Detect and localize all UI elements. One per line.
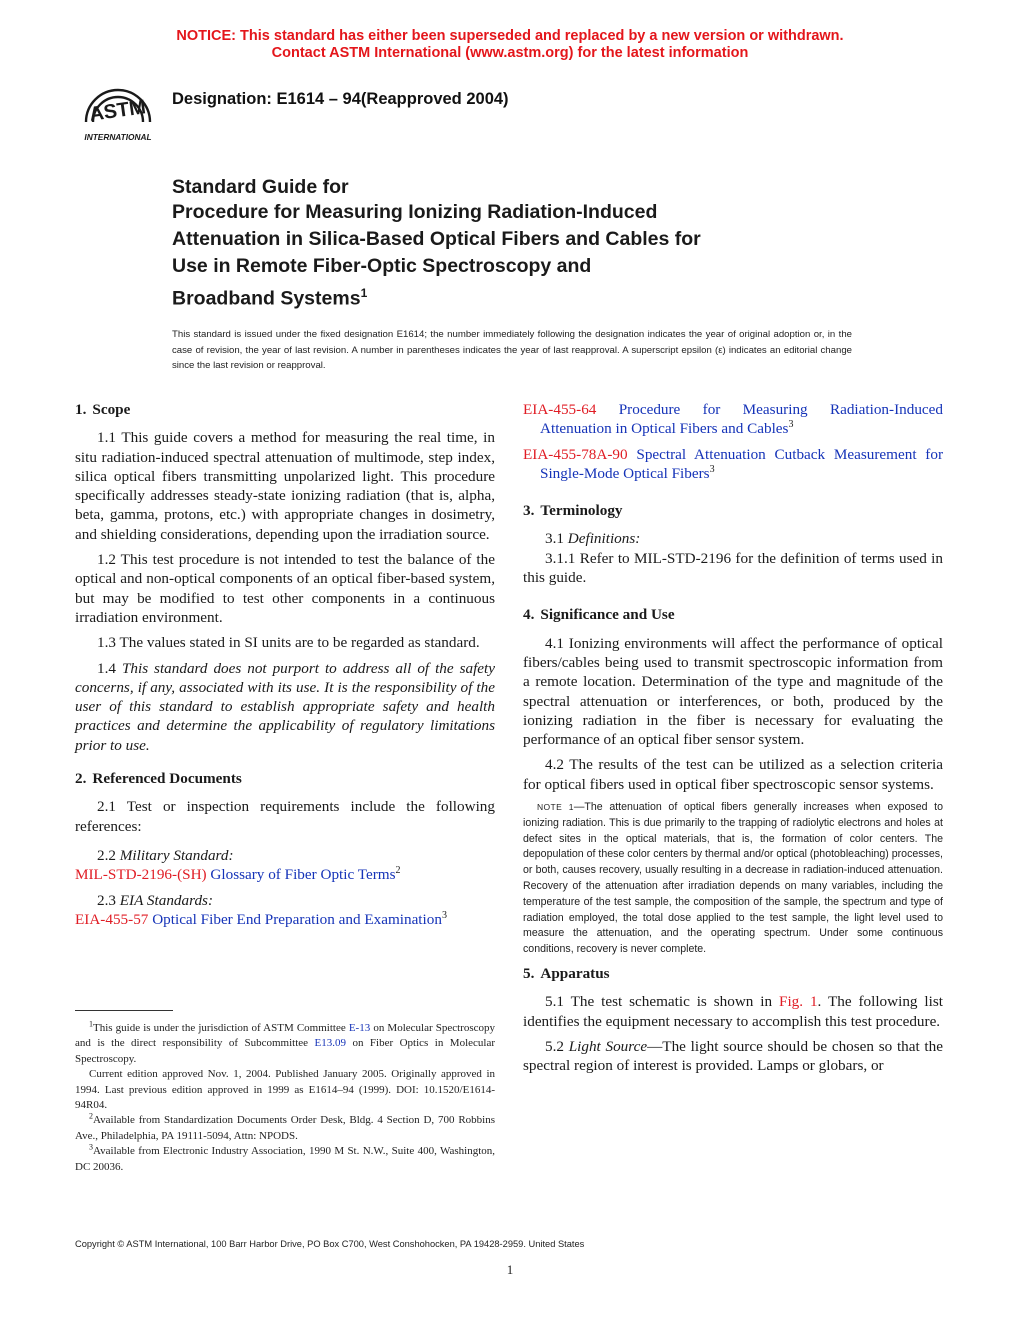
reference-code-link[interactable]: EIA-455-57 <box>75 910 149 928</box>
paragraph-1-1: 1.1 This guide covers a method for measuring the real time, in situ radiation-induced spectral attenuation of multimode, step index, silica optical fibers transmitting unpolarized light. This procedure specifically addresses steady-state ionizing radiation (that is, alpha, beta, gamma, protons, etc.) with appropriate changes in dosimetry, and shielding considerations, depending upon the irradiation source. <box>75 429 495 543</box>
figure-link[interactable]: Fig. 1 <box>779 993 818 1011</box>
paragraph-4-2: 4.2 The results of the test can be utilized as a selection criteria for optical fibers used in optical fiber spectroscopic sensor systems. <box>523 756 943 793</box>
section-title: Referenced Documents <box>92 770 242 788</box>
paragraph-number: 2.3 <box>97 891 116 909</box>
footnote-text: Available from Electronic Industry Association, 1990 M St. N.W., Suite 400, Washington, DC 20036. <box>75 1145 495 1173</box>
subsection-label: Military Standard: <box>119 846 234 864</box>
section-title: Terminology <box>540 502 623 520</box>
subsection-label: Light Source <box>568 1037 648 1055</box>
title-pretitle: Standard Guide for <box>172 176 349 198</box>
paragraph-3-1 <box>523 529 943 548</box>
footnote-1-edition: Current edition approved Nov. 1, 2004. Published January 2005. Originally approved in 1994. Last previous edition approved in 1999 as E1614–94 (1999). DOI: 10.1520/E1614-94R04. <box>75 1068 495 1112</box>
footnote-mark: 2 <box>395 865 401 877</box>
reference-title-link[interactable]: Glossary of Fiber Optic Terms <box>210 866 396 884</box>
section-number: 1. <box>75 401 87 418</box>
section-number: 4. <box>523 606 535 624</box>
reference-eia-455-78a-90 <box>523 445 943 484</box>
reference-code-link[interactable]: MIL-STD-2196-(SH) <box>75 866 207 884</box>
footnote-mark: 3 <box>89 1142 93 1152</box>
paragraph-text: 5.1 The test schematic is shown in <box>545 993 779 1011</box>
logo-subtext: INTERNATIONAL <box>84 132 152 142</box>
footnote-mark: 3 <box>441 909 447 921</box>
section-heading-referenced-documents <box>75 769 495 788</box>
paragraph-1-4 <box>75 659 495 755</box>
section-number: 2. <box>75 770 87 788</box>
title-line-4 <box>172 280 862 313</box>
footnote-1 <box>75 1021 495 1067</box>
safety-statement: This standard does not purport to address all of the safety concerns, if any, associated with its use. It is the responsibility of the user of this standard to establish appropriate safety and health practices and determine the applicability of regulatory limitations prior to use. <box>75 659 496 754</box>
copyright-line: Copyright © ASTM International, 100 Barr Harbor Drive, PO Box C700, West Conshohocken, PA 19428-2959. United States <box>75 1239 585 1249</box>
section-heading-terminology <box>523 501 943 520</box>
title-line-4-text: Broadband Systems <box>172 287 361 310</box>
section-title: Apparatus <box>540 965 610 983</box>
section-number: 3. <box>523 502 535 520</box>
reference-title-link[interactable]: Spectral Attenuation Cutback Measurement for Single-Mode Optical Fibers <box>540 445 944 482</box>
section-heading-apparatus <box>523 964 943 983</box>
footnote-mark: 3 <box>709 463 715 475</box>
section-title: Significance and Use <box>540 606 675 624</box>
subcommittee-link[interactable]: E13.09 <box>314 1037 346 1050</box>
paragraph-3-1-1: 3.1.1 Refer to MIL-STD-2196 for the definition of terms used in this guide. <box>523 549 943 587</box>
footnote-text: Available from Standardization Documents Order Desk, Bldg. 4 Section D, 700 Robbins Ave., Philadelphia, PA 19111-5094, Attn: NPODS. <box>75 1114 495 1142</box>
subsection-label: EIA Standards: <box>119 891 214 909</box>
footnote-text: on Molecular Spectroscopy and is the direct responsibility of Subcommittee <box>75 1022 495 1050</box>
paragraph-4-1: 4.1 Ionizing environments will affect the performance of optical fibers/cables being used to transmit spectroscopic information from a remote location. Determination of the type and magnitude of the spectral attenuation or interferences, or both, produced by the ionizing radiation in the fiber is necessary for evaluating the performance of an optical fiber sensor system. <box>523 634 943 749</box>
paragraph-1-3: 1.3 The values stated in SI units are to be regarded as standard. <box>97 634 480 652</box>
note-text: —The attenuation of optical fibers generally increases when exposed to ionizing radiation. This is due primarily to the trapping of radiolytic electrons and holes at defect sites in the optical materials, that is, the formation of color centers. The depopulation of these color centers by thermal and/or optical (photobleaching) processes, or both, causes recovery, usually resulting in a decrease in radiation-induced attenuation. Recovery of the attenuation after irradiation depends on many variables, including the temperature of the test sample, the composition of the sample, the spectrum and type of radiation employed, the total dose applied to the test sample, the light level used to measure the attenuation, and the operating spectrum. Under some continuous conditions, recovery is never complete. <box>523 801 943 956</box>
paragraph-text: —The light source should be chosen so that the spectral region of interest is provided. Lamps or globars, or <box>523 1037 943 1075</box>
reference-code-link[interactable]: EIA-455-64 <box>523 401 597 418</box>
reference-mil-std-2196 <box>75 865 495 884</box>
footnote-2 <box>75 1113 495 1144</box>
title-footnote-mark: 1 <box>360 286 368 300</box>
paragraph-1-2: 1.2 This test procedure is not intended to test the balance of the optical and non-optical components of an optical fiber-based system, but may be modified to test other components in a continuous irradiation environment. <box>75 551 495 626</box>
reference-title-link[interactable]: Procedure for Measuring Radiation-Induced Attenuation in Optical Fibers and Cables <box>540 401 943 438</box>
paragraph-text: . The following list identifies the equipment necessary to accomplish this test procedure. <box>523 993 943 1030</box>
reference-title-link[interactable]: Optical Fiber End Preparation and Examination <box>152 910 442 928</box>
note-1 <box>523 800 943 958</box>
committee-link[interactable]: E-13 <box>348 1022 371 1034</box>
logo-mark: ASTM <box>87 96 148 126</box>
astm-logo <box>76 74 160 144</box>
section-heading-scope <box>75 400 495 419</box>
paragraph-5-1 <box>523 992 943 1031</box>
footnotes <box>75 1010 495 1175</box>
title-line-3: Use in Remote Fiber-Optic Spectroscopy and <box>172 255 592 277</box>
reference-eia-455-64 <box>523 400 943 439</box>
footnote-text: on Fiber Optics in Molecular Spectroscopy. <box>75 1037 495 1065</box>
footnote-mark: 1 <box>89 1019 93 1029</box>
footnote-mark: 3 <box>788 419 794 431</box>
paragraph-2-3 <box>75 891 495 910</box>
paragraph-2-1: 2.1 Test or inspection requirements include the following references: <box>75 798 495 835</box>
notice-line-2: Contact ASTM International (www.astm.org) for the latest information <box>271 45 749 61</box>
subsection-label: Definitions: <box>567 530 641 548</box>
page-number: 1 <box>506 1262 514 1277</box>
paragraph-5-2 <box>523 1037 943 1076</box>
issuance-statement: This standard is issued under the fixed designation E1614; the number immediately following the designation indicates the year of original adoption or, in the case of revision, the year of last revision. A number in parentheses indicates the year of last reapproval. A superscript epsilon (ε) indicates an editorial change since the last revision or reapproval. <box>172 329 852 372</box>
right-column <box>523 400 943 1082</box>
notice-line-1: NOTICE: This standard has either been superseded and replaced by a new version or withdrawn. <box>176 28 844 44</box>
paragraph-2-2 <box>75 846 495 865</box>
paragraph-number: 3.1 <box>545 530 564 548</box>
section-number: 5. <box>523 965 535 983</box>
footnote-mark: 2 <box>89 1111 93 1121</box>
footnote-divider <box>75 1010 173 1011</box>
left-column <box>75 400 495 935</box>
title-line-2: Attenuation in Silica-Based Optical Fibers and Cables for <box>172 228 701 250</box>
paragraph-number: 2.2 <box>97 846 116 864</box>
reference-code-link[interactable]: EIA-455-78A-90 <box>523 445 628 463</box>
document-title <box>172 175 862 313</box>
withdrawn-notice <box>0 28 1020 62</box>
footnote-3 <box>75 1144 495 1175</box>
paragraph-number: 5.2 <box>545 1037 564 1055</box>
reference-eia-455-57 <box>75 910 495 929</box>
section-heading-significance <box>523 605 943 624</box>
designation: Designation: E1614 – 94(Reapproved 2004) <box>172 90 509 108</box>
title-line-1: Procedure for Measuring Ionizing Radiation-Induced <box>172 201 658 223</box>
footnote-text: This guide is under the jurisdiction of ASTM Committee <box>93 1022 349 1034</box>
section-title: Scope <box>92 401 131 418</box>
note-label: NOTE 1 <box>537 802 574 813</box>
paragraph-number: 1.4 <box>97 659 116 677</box>
